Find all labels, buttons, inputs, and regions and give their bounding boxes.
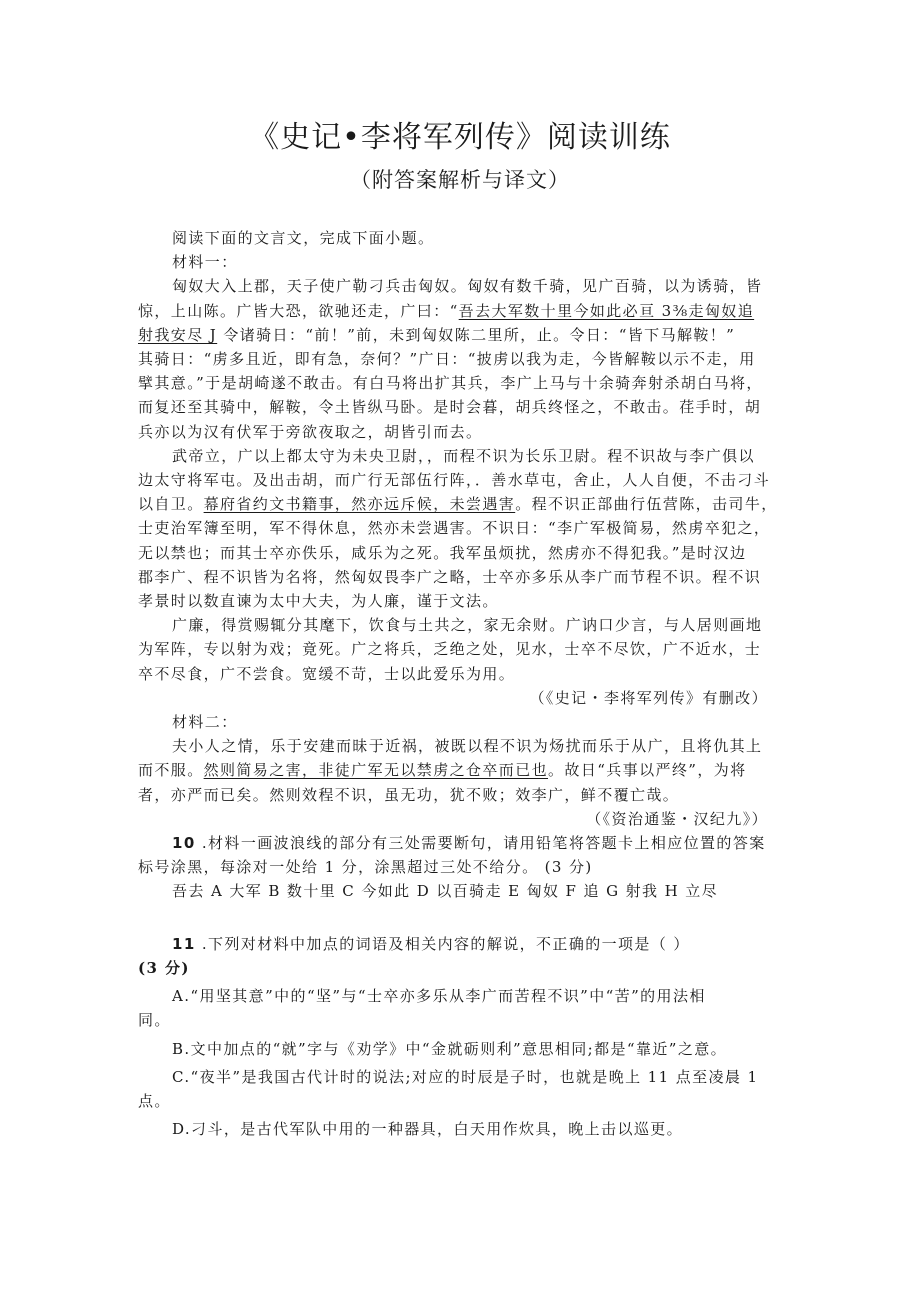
text-segment: 。故日“兵事以严终”，为将 [548, 761, 747, 780]
text-line: 兵亦以为汉有伏军于旁欲夜取之，胡皆引而去。 [138, 422, 483, 441]
question-11-score: (3 分) [138, 958, 190, 977]
underlined-text: 然则简易之害，非徒广军无以禁虏之仓卒而已也 [203, 761, 549, 780]
text-line: 孝景时以数直谏为太中大夫，为人廉，谨于文法。 [138, 592, 499, 611]
text-line: 士吏治军簿至明，军不得休息，然亦未尝遇害。不识日：“李广军极简易，然虏卒犯之， [138, 519, 771, 538]
text-line: 者，亦严而已矣。然则效程不识，虽无功，犹不败；效李广，鲜不覆亡哉。 [138, 785, 680, 804]
text-line: 郡李广、程不识皆为名将，然匈奴畏李广之略，士卒亦多乐从李广而节程不识。程不识 [138, 567, 762, 586]
text-line: 边太守将军屯。及出击胡，而广行无部伍行阵，．善水草屯，舍止，人人自便，不击刁斗 [138, 471, 771, 490]
document-title: 《史记•李将军列传》阅读训练 [249, 120, 671, 155]
question-10-stem [138, 831, 788, 855]
text-line: 无以禁也；而其士卒亦佚乐，咸乐为之死。我军虽烦扰，然虏亦不得犯我。”是时汉边 [138, 543, 747, 562]
question-11-stem [138, 932, 788, 956]
text-segment: 以自卫。 [138, 495, 204, 514]
question-number: 10 [172, 834, 196, 853]
text-line: 而复还至其骑中，解鞍，令土皆纵马卧。是时会暮，胡兵终怪之，不敢击。荏手时，胡 [138, 398, 762, 417]
option-b [138, 1037, 788, 1061]
option-a-line2: 同。 [138, 1011, 171, 1030]
question-11 [138, 932, 788, 1142]
option-a-line1: A.“用坚其意”中的“坚”与“士卒亦多乐从李广而苦程不识”中“苦”的用法相 [172, 987, 706, 1006]
document-body [138, 226, 788, 1141]
question-10 [138, 831, 788, 904]
text-line [138, 492, 788, 516]
option-d [138, 1117, 788, 1141]
intro-text: 阅读下面的文言文，完成下面小题。 [172, 229, 435, 247]
text-line [138, 299, 788, 323]
text-segment: 。程不识正部曲行伍营陈，击司牛， [515, 495, 778, 514]
material1-label: 材料一： [172, 253, 238, 272]
material2-label: 材料二： [172, 713, 238, 732]
option-c [138, 1065, 788, 1113]
text-line [138, 323, 788, 347]
text-line: 匈奴大入上郡，天子使广勒刁兵击匈奴。匈奴有数千骑，见广百骑，以为诱骑，皆 [172, 277, 763, 296]
material1-paragraph-1 [138, 274, 788, 443]
question-number: 11 [172, 934, 196, 953]
material2-paragraph [138, 734, 788, 807]
spacer [138, 904, 788, 932]
text-line: 广廉，得赏赐辄分其麾下，饮食与土共之，家无余财。广讷口少言，与人居则画地 [172, 616, 763, 635]
wavy-underlined-text: 射我安尽 J [138, 325, 218, 344]
material1-source: （《史记・李将军列传》有删改） [529, 688, 768, 707]
text-line: 为军阵，专以射为戏；竟死。广之将兵，乏绝之处，见水，士卒不尽饮，广不近水，士 [138, 640, 762, 659]
text-line: 卒不尽食，广不尝食。宽缓不苛，士以此爱乐为用。 [138, 664, 516, 683]
text-line: 其骑日：“虏多且近，即有急，奈何？”广日：“披虏以我为走，今皆解鞍以示不走，用 [138, 350, 756, 369]
underlined-text: 幕府省约文书籍事，然亦远斥候，未尝遇害 [203, 495, 516, 514]
option-a [138, 984, 788, 1032]
text-segment: 而不服。 [138, 761, 204, 780]
text-line: 武帝立，广以上都太守为未央卫尉，，而程不识为长乐卫尉。程不识故与李广俱以 [172, 446, 755, 465]
text-segment: 令诸骑日：“前！”前，未到匈奴陈二里所，止。令日：“皆下马解鞍！” [217, 325, 736, 344]
option-c-line1: C.“夜半”是我国古代计时的说法;对应的时辰是子时，也就是晚上 11 点至凌晨 1 [172, 1067, 759, 1086]
text-line: 擘其意。”于是胡崎遂不敢击。有白马将出扩其兵，李广上马与十余骑奔射杀胡白马将， [138, 374, 763, 393]
option-d-line: D.刁斗，是古代军队中用的一种器具，白天用作炊具，晚上击以巡更。 [172, 1120, 684, 1139]
document-subtitle: （附答案解析与译文） [350, 168, 570, 192]
text-segment: .材料一画波浪线的部分有三处需要断句，请用铅笔将答题卡上相应位置的答案 [195, 834, 766, 853]
option-b-line: B.文中加点的“就”字与《劝学》中“金就砺则利”意思相同;都是“靠近”之意。 [172, 1039, 728, 1058]
question-10-options: 吾去 A 大军 B 数十里 C 今如此 D 以百骑走 E 匈奴 F 追 G 射我 H 立尽 [172, 882, 719, 901]
material2-source: （《资治通鉴・汉纪九》） [586, 809, 768, 828]
wavy-underlined-text: 吾去大军数十里今如此必亘 3⅜走匈奴追 [458, 301, 755, 320]
material1-paragraph-2 [138, 444, 788, 613]
text-line [138, 758, 788, 782]
question-10-stem-line2: 标号涂黑，每涂对一处给 1 分，涂黑超过三处不给分。 (3 分) [138, 858, 593, 877]
text-segment: 惊，上山陈。广皆大恐，欲驰还走，广曰：“ [138, 301, 459, 320]
text-line: 夫小人之情，乐于安建而昧于近祸，被既以程不识为炀扰而乐于从广，且将仇其上 [172, 737, 763, 756]
material1-paragraph-3 [138, 613, 788, 686]
text-segment: .下列对材料中加点的词语及相关内容的解说，不正确的一项是（ ） [195, 934, 690, 953]
option-c-line2: 点。 [138, 1091, 171, 1110]
